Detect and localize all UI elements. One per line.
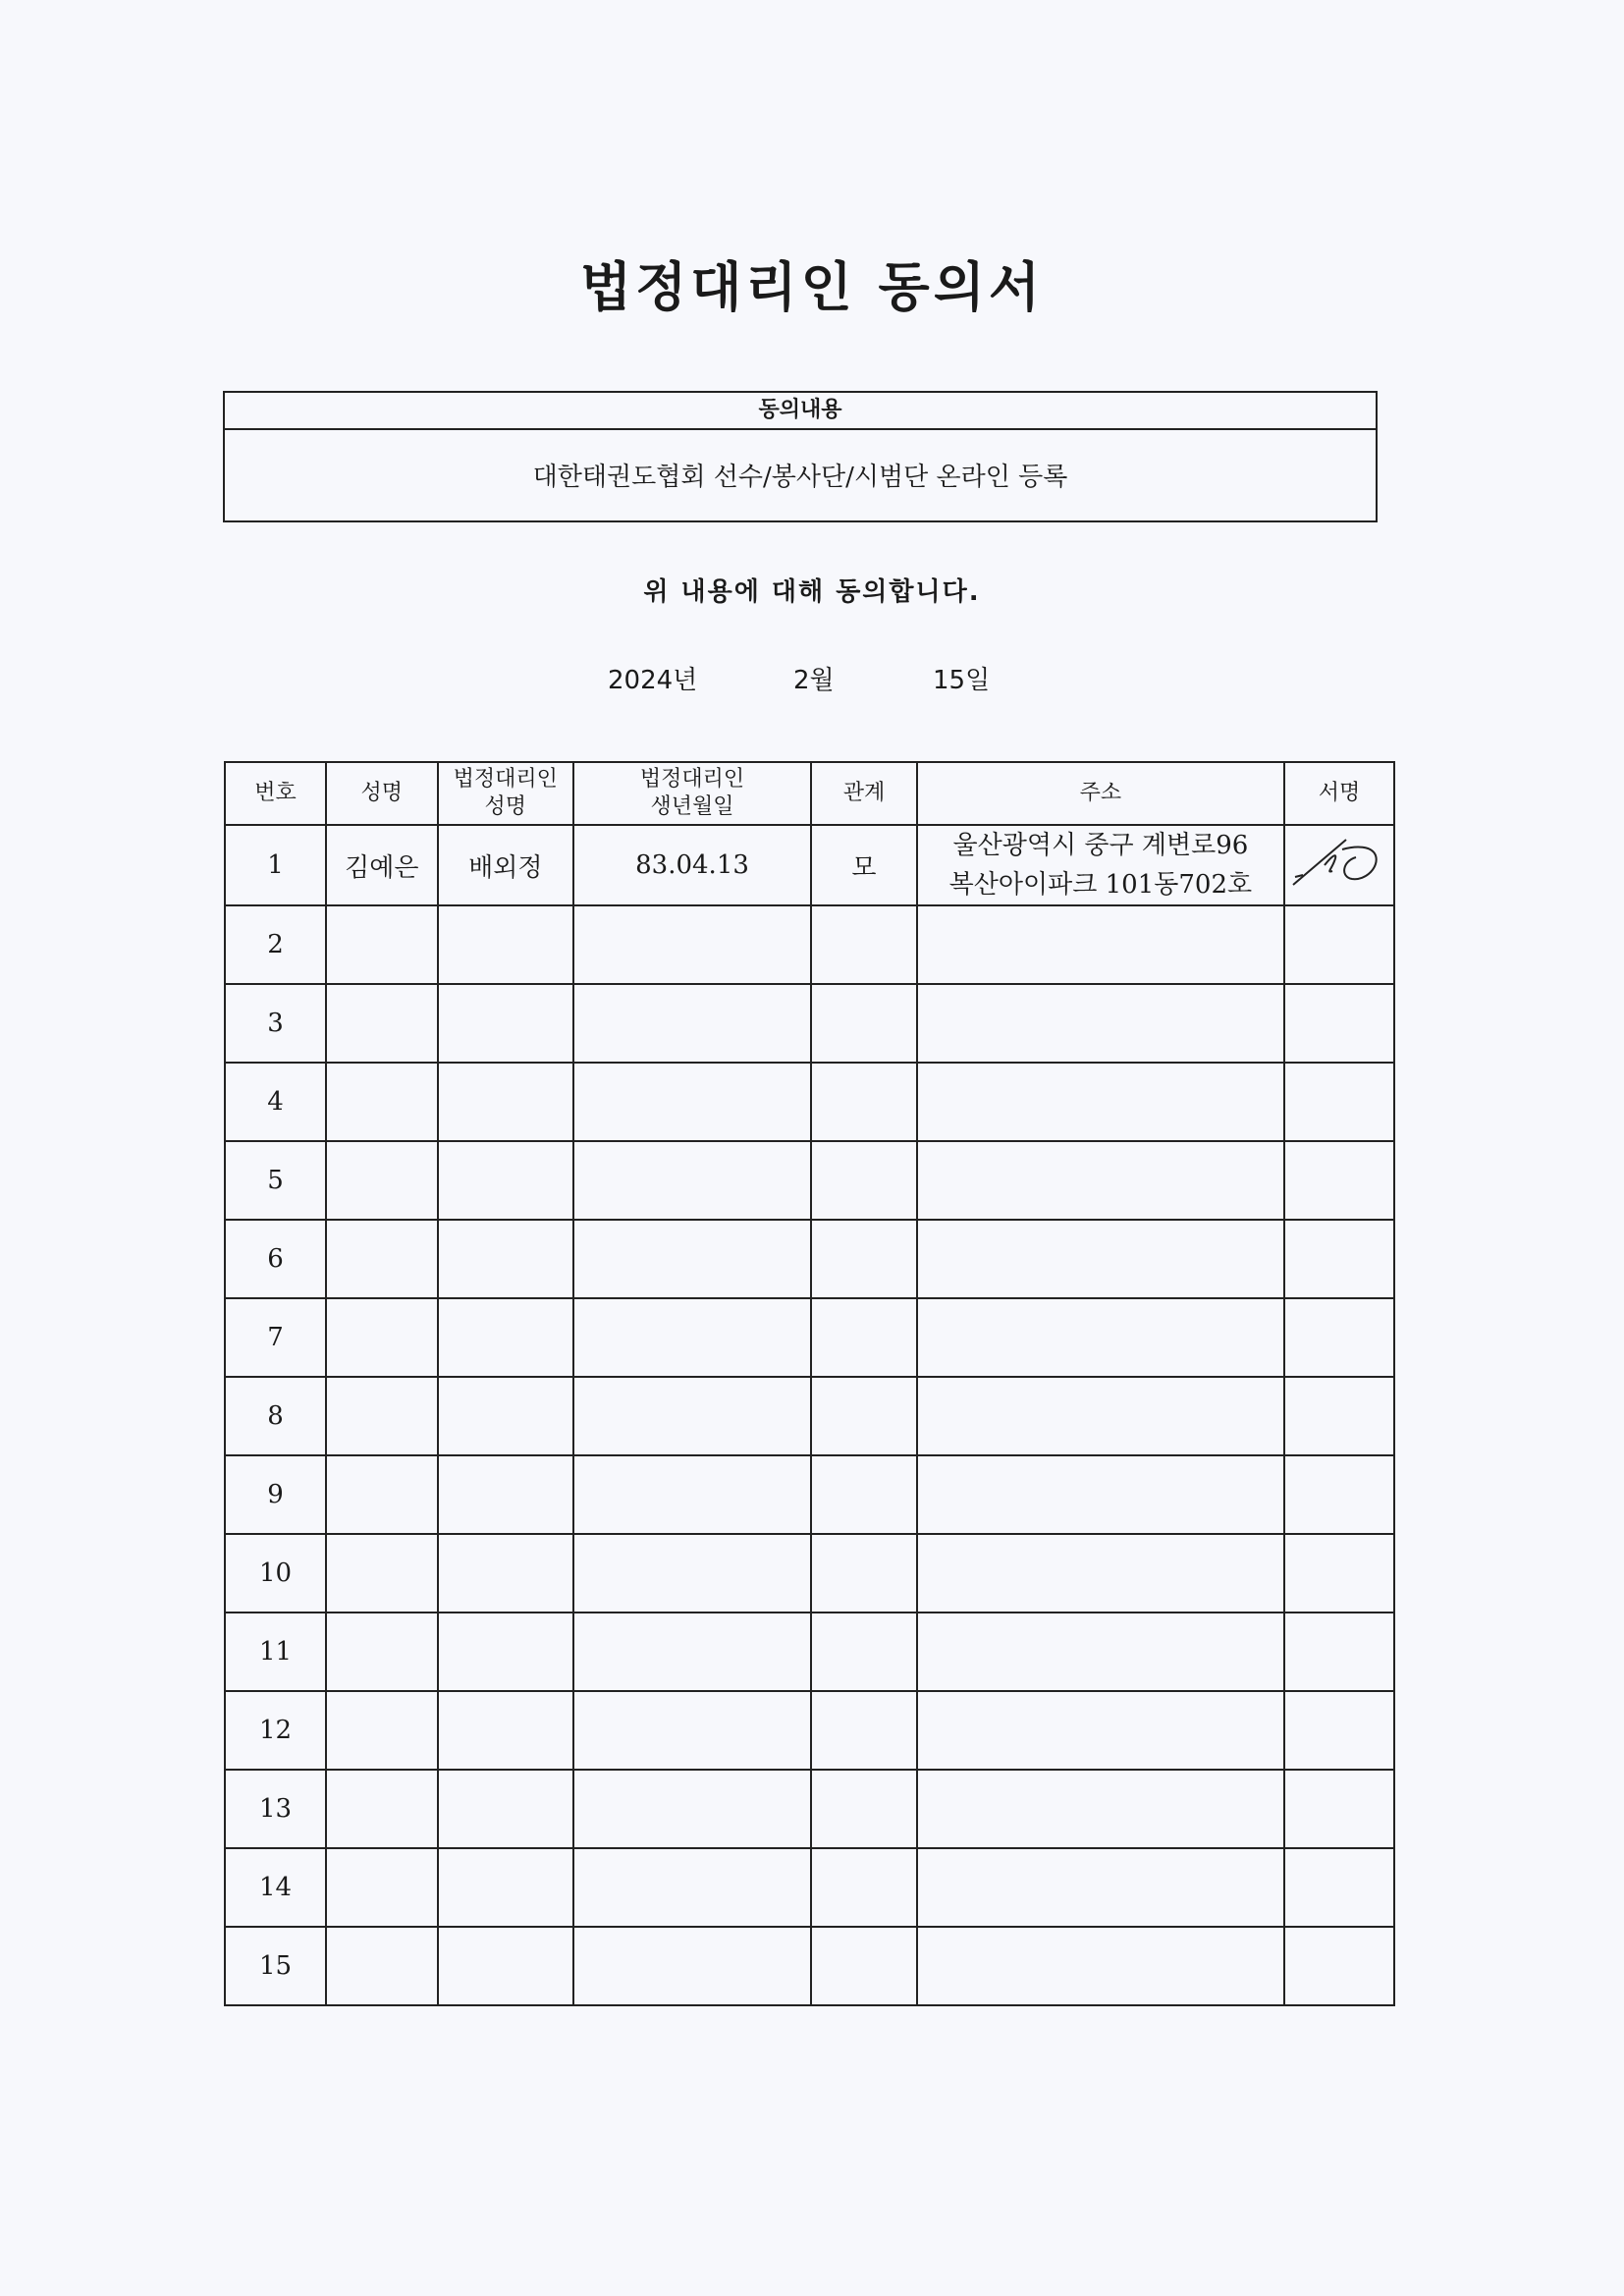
cell-name: 김예은 xyxy=(326,825,438,905)
guardian-table xyxy=(224,761,1395,2006)
cell-address xyxy=(917,1063,1284,1141)
cell-signature xyxy=(1284,905,1394,984)
cell-signature xyxy=(1284,1770,1394,1848)
cell-address xyxy=(917,1927,1284,2005)
row-no: 7 xyxy=(225,1298,326,1377)
consent-content-text: 대한태권도협회 선수/봉사단/시범단 온라인 등록 xyxy=(532,463,1068,492)
cell-signature xyxy=(1284,1220,1394,1298)
header-guardian-birth-line2: 생년월일 xyxy=(650,794,734,819)
row-no: 5 xyxy=(225,1141,326,1220)
row-no: 12 xyxy=(225,1691,326,1770)
row-no: 14 xyxy=(225,1848,326,1927)
table-row xyxy=(225,1534,1394,1613)
cell-guardian-birth xyxy=(573,1848,811,1927)
cell-name xyxy=(326,1613,438,1691)
header-name: 성명 xyxy=(326,762,438,825)
cell-relation xyxy=(811,1848,917,1927)
cell-address xyxy=(917,1455,1284,1534)
cell-guardian-name xyxy=(438,1848,573,1927)
header-relation: 관계 xyxy=(811,762,917,825)
row-no: 2 xyxy=(225,905,326,984)
cell-name xyxy=(326,1220,438,1298)
cell-address xyxy=(917,825,1284,905)
cell-relation xyxy=(811,1377,917,1455)
date-year: 2024년 xyxy=(608,666,698,695)
cell-name xyxy=(326,1298,438,1377)
cell-relation xyxy=(811,1141,917,1220)
cell-address xyxy=(917,984,1284,1063)
header-no: 번호 xyxy=(225,762,326,825)
cell-relation xyxy=(811,1063,917,1141)
cell-guardian-name xyxy=(438,1220,573,1298)
row-no: 13 xyxy=(225,1770,326,1848)
cell-guardian-name xyxy=(438,1770,573,1848)
cell-address xyxy=(917,1848,1284,1927)
cell-guardian-birth xyxy=(573,1770,811,1848)
cell-guardian-birth xyxy=(573,984,811,1063)
cell-address xyxy=(917,1691,1284,1770)
cell-guardian-name xyxy=(438,1534,573,1613)
cell-relation xyxy=(811,1691,917,1770)
row-no: 8 xyxy=(225,1377,326,1455)
cell-guardian-birth xyxy=(573,1063,811,1141)
cell-relation xyxy=(811,905,917,984)
header-guardian-name-line1: 법정대리인 xyxy=(453,767,558,792)
cell-relation xyxy=(811,1927,917,2005)
cell-address xyxy=(917,905,1284,984)
cell-guardian-name xyxy=(438,1063,573,1141)
cell-signature xyxy=(1284,1691,1394,1770)
cell-address xyxy=(917,1613,1284,1691)
table-row xyxy=(225,1848,1394,1927)
cell-guardian-birth xyxy=(573,1534,811,1613)
header-guardian-name-line2: 성명 xyxy=(484,794,527,819)
cell-name xyxy=(326,1063,438,1141)
table-row xyxy=(225,1455,1394,1534)
cell-relation xyxy=(811,1220,917,1298)
cell-guardian-birth xyxy=(573,1377,811,1455)
table-row xyxy=(225,1377,1394,1455)
cell-guardian-birth xyxy=(573,1220,811,1298)
cell-guardian-birth xyxy=(573,1613,811,1691)
cell-address xyxy=(917,1298,1284,1377)
cell-guardian-name xyxy=(438,984,573,1063)
cell-signature xyxy=(1284,1848,1394,1927)
table-row xyxy=(225,1063,1394,1141)
cell-address xyxy=(917,1770,1284,1848)
cell-name xyxy=(326,1377,438,1455)
cell-name xyxy=(326,1927,438,2005)
cell-relation xyxy=(811,1534,917,1613)
row-no: 15 xyxy=(225,1927,326,2005)
cell-relation xyxy=(811,1613,917,1691)
table-row xyxy=(225,1613,1394,1691)
cell-guardian-name xyxy=(438,1298,573,1377)
cell-relation xyxy=(811,1770,917,1848)
agreement-statement: 위 내용에 대해 동의합니다. xyxy=(643,577,981,607)
header-guardian-birth-line1: 법정대리인 xyxy=(639,767,745,792)
cell-guardian-birth: 83.04.13 xyxy=(573,825,811,905)
table-row xyxy=(225,984,1394,1063)
cell-guardian-birth xyxy=(573,1298,811,1377)
cell-name xyxy=(326,1455,438,1534)
table-row xyxy=(225,1770,1394,1848)
table-row xyxy=(225,1927,1394,2005)
cell-relation xyxy=(811,1455,917,1534)
consent-content-box xyxy=(223,391,1378,522)
table-header-row xyxy=(225,762,1394,825)
header-signature: 서명 xyxy=(1284,762,1394,825)
table-row xyxy=(225,1220,1394,1298)
cell-guardian-name xyxy=(438,1377,573,1455)
row-no: 9 xyxy=(225,1455,326,1534)
cell-guardian-birth xyxy=(573,905,811,984)
cell-address xyxy=(917,1220,1284,1298)
cell-guardian-name xyxy=(438,1927,573,2005)
table-row xyxy=(225,1298,1394,1377)
cell-guardian-birth xyxy=(573,1691,811,1770)
document-title: 법정대리인 동의서 xyxy=(579,255,1045,318)
address-line-1: 울산광역시 중구 계변로96 xyxy=(952,831,1249,860)
row-no: 3 xyxy=(225,984,326,1063)
row-no: 10 xyxy=(225,1534,326,1613)
cell-guardian-name xyxy=(438,1141,573,1220)
cell-signature xyxy=(1284,1298,1394,1377)
header-address: 주소 xyxy=(917,762,1284,825)
table-row xyxy=(225,1141,1394,1220)
cell-relation xyxy=(811,984,917,1063)
cell-signature xyxy=(1284,825,1394,905)
table-row xyxy=(225,825,1394,905)
cell-signature xyxy=(1284,1534,1394,1613)
cell-name xyxy=(326,905,438,984)
consent-content-header: 동의내용 xyxy=(225,393,1376,430)
row-no: 4 xyxy=(225,1063,326,1141)
cell-signature xyxy=(1284,1063,1394,1141)
date-day: 15일 xyxy=(933,666,991,695)
cell-guardian-name xyxy=(438,1691,573,1770)
signature-mark xyxy=(1285,828,1393,897)
cell-address xyxy=(917,1141,1284,1220)
cell-name xyxy=(326,1848,438,1927)
cell-name xyxy=(326,1691,438,1770)
cell-signature xyxy=(1284,984,1394,1063)
row-no: 6 xyxy=(225,1220,326,1298)
date-month: 2월 xyxy=(793,666,835,695)
header-guardian-name xyxy=(438,762,573,825)
cell-name xyxy=(326,984,438,1063)
cell-signature xyxy=(1284,1455,1394,1534)
cell-address xyxy=(917,1377,1284,1455)
cell-guardian-birth xyxy=(573,1455,811,1534)
cell-guardian-birth xyxy=(573,1141,811,1220)
cell-guardian-birth xyxy=(573,1927,811,2005)
cell-guardian-name xyxy=(438,1455,573,1534)
cell-signature xyxy=(1284,1927,1394,2005)
table-row xyxy=(225,905,1394,984)
cell-relation xyxy=(811,1298,917,1377)
table-row xyxy=(225,1691,1394,1770)
address-line-2: 복산아이파크 101동702호 xyxy=(948,870,1253,900)
cell-guardian-name xyxy=(438,905,573,984)
cell-signature xyxy=(1284,1141,1394,1220)
cell-signature xyxy=(1284,1377,1394,1455)
cell-name xyxy=(326,1141,438,1220)
cell-guardian-name: 배외정 xyxy=(438,825,573,905)
row-no: 1 xyxy=(225,825,326,905)
cell-address xyxy=(917,1534,1284,1613)
cell-relation: 모 xyxy=(811,825,917,905)
header-guardian-birth xyxy=(573,762,811,825)
cell-name xyxy=(326,1534,438,1613)
cell-guardian-name xyxy=(438,1613,573,1691)
cell-signature xyxy=(1284,1613,1394,1691)
cell-name xyxy=(326,1770,438,1848)
row-no: 11 xyxy=(225,1613,326,1691)
